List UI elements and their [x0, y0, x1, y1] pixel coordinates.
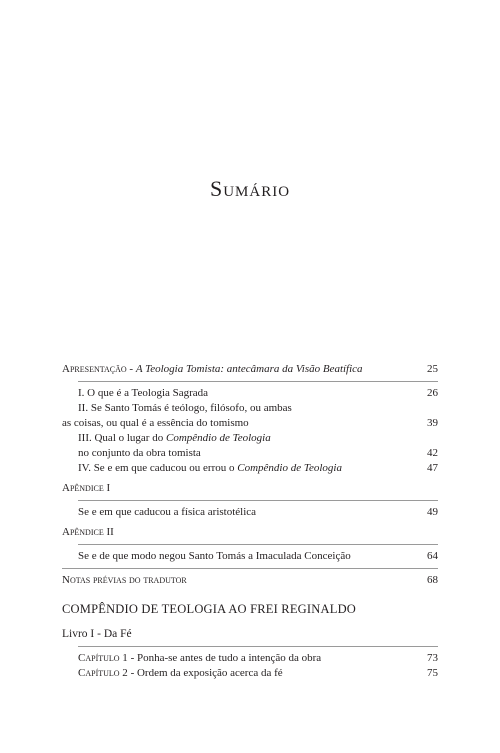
toc-heading-subtitle: A Teologia Tomista: antecâmara da Visão Beatífica — [135, 363, 363, 375]
page-number: 39 — [427, 417, 438, 429]
page-number: 49 — [427, 506, 438, 518]
toc-entry: Se e de que modo negou Santo Tomás a Imaculada Conceição 64 — [78, 550, 438, 562]
page-number: 73 — [427, 652, 438, 664]
toc-entry: I. O que é a Teologia Sagrada 26 — [78, 387, 438, 399]
page-title: Sumário — [209, 176, 291, 201]
page-number: 64 — [427, 550, 438, 562]
toc-group-apendice-2 — [62, 525, 438, 588]
toc-entry-apresentacao: Apresentação - A Teologia Tomista: antecâmara da Visão Beatífica 25 — [62, 363, 438, 375]
toc-entry-continuation: as coisas, ou qual é a essência do tomismo 39 — [62, 417, 438, 429]
toc-entry: Se e em que caducou a física aristotélica 49 — [78, 506, 438, 518]
toc-entry-notas — [62, 573, 438, 588]
toc-entry-chapter: Capítulo 1 - Ponha-se antes de tudo a intenção da obra 73 — [78, 652, 438, 664]
toc-entry-continuation: no conjunto da obra tomista 42 — [78, 447, 438, 459]
section-title: COMPÊNDIO DE TEOLOGIA AO FREI REGINALDO — [62, 602, 357, 616]
toc-entry-chapter: Capítulo 2 - Ordem da exposição acerca da fé 75 — [78, 667, 438, 679]
divider — [78, 646, 438, 647]
toc-group-apendice-1 — [62, 481, 438, 520]
toc-group-apresentacao — [62, 362, 438, 476]
book-title: Livro I - Da Fé — [62, 628, 132, 640]
page-number: 42 — [427, 447, 438, 459]
toc-entry: III. Qual o lugar do Compêndio de Teologia — [78, 432, 271, 444]
page-number: 68 — [427, 574, 438, 586]
divider — [62, 568, 438, 569]
page-number: 26 — [427, 387, 438, 399]
page-number: 75 — [427, 667, 438, 679]
table-of-contents — [62, 362, 438, 681]
toc-heading: Apêndice II — [62, 526, 114, 538]
divider — [78, 381, 438, 382]
toc-heading: Apêndice I — [62, 482, 111, 494]
toc-entry: IV. Se e em que caducou ou errou o Compêndio de Teologia 47 — [78, 462, 438, 474]
page-number: 47 — [427, 462, 438, 474]
toc-heading: Notas prévias do tradutor — [62, 574, 187, 586]
divider — [78, 500, 438, 501]
toc-entry: II. Se Santo Tomás é teólogo, filósofo, ou ambas — [78, 402, 292, 414]
page-number: 25 — [427, 363, 438, 375]
divider — [78, 544, 438, 545]
toc-heading: Apresentação — [62, 363, 127, 375]
